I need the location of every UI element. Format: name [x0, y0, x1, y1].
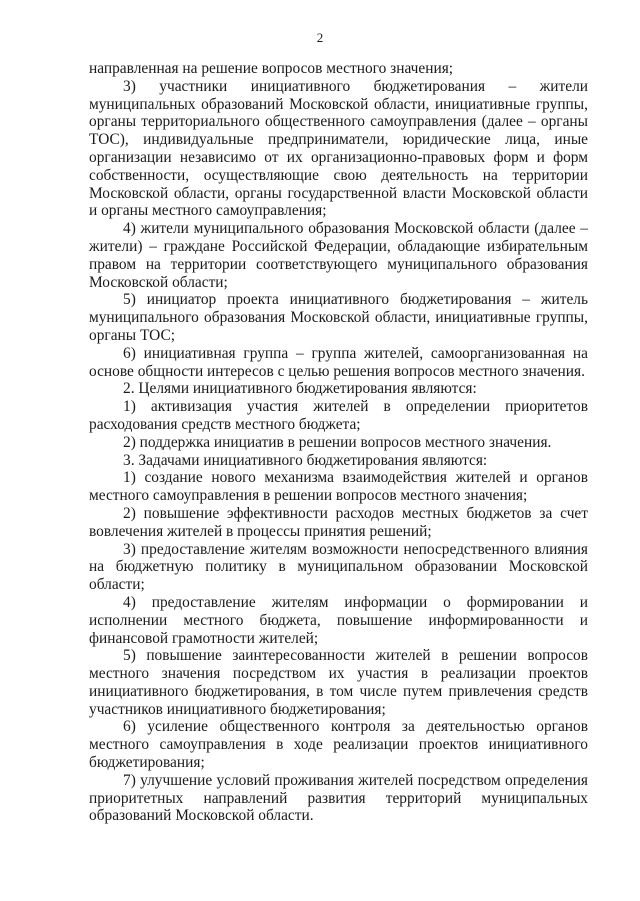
task-item-5: 5) повышение заинтересованности жителей в решении вопросов местного значения посредством их участия в реализации проектов инициативного бюджетирования, в том числе путем привлечения средств участников инициативного бюджетирования;	[89, 647, 588, 718]
goal-item-2: 2) поддержка инициатив в решении вопросов местного значения.	[123, 433, 552, 451]
section-2-heading: 2. Целями инициативного бюджетирования являются:	[123, 380, 477, 398]
document-body	[89, 60, 588, 825]
goal-item-1: 1) активизация участия жителей в определении приоритетов расходования средств местного бюджета;	[89, 398, 588, 433]
paragraph-item-5-initiator: 5) инициатор проекта инициативного бюджетирования – житель муниципального образования Московской области, инициативные группы, органы ТОС;	[89, 291, 588, 344]
paragraph-continuation: направленная на решение вопросов местного значения;	[89, 60, 454, 77]
paragraph-item-6-initiative-group: 6) инициативная группа – группа жителей, самоорганизованная на основе общности интересов с целью решения вопросов местного значения.	[89, 344, 588, 380]
task-item-3: 3) предоставление жителям возможности непосредственного влияния на бюджетную политику в муниципальном образовании Московской области;	[89, 540, 588, 594]
paragraph-item-3-participants: 3) участники инициативного бюджетирования – жители муниципальных образований Московской области, инициативные группы, органы территориального общественного самоуправления (далее – органы ТОС), индивидуальные предприниматели, юридические лица, иные организации независимо от их организационно-правовых форм и форм собственности, осуществляющие свою деятельность на территории Московской области, органы государственной власти Московской области и органы местного самоуправления;	[89, 77, 588, 220]
paragraph-item-4-residents: 4) жители муниципального образования Московской области (далее – жители) – граждане Российской Федерации, обладающие избирательным правом на территории соответствующего муниципального образования Московской области;	[89, 220, 588, 291]
task-item-4: 4) предоставление жителям информации о формировании и исполнении местного бюджета, повышение информированности и финансовой грамотности жителей;	[89, 593, 588, 647]
task-item-1: 1) создание нового механизма взаимодействия жителей и органов местного самоуправления в решении вопросов местного значения;	[89, 469, 588, 505]
task-item-2: 2) повышение эффективности расходов местных бюджетов за счет вовлечения жителей в процессы принятия решений;	[89, 504, 588, 540]
task-item-6: 6) усиление общественного контроля за деятельностью органов местного самоуправления в ходе реализации проектов инициативного бюджетирования;	[89, 718, 588, 772]
section-3-heading: 3. Задачами инициативного бюджетирования являются:	[123, 451, 488, 469]
task-item-7: 7) улучшение условий проживания жителей посредством определения приоритетных направлений развития территорий муниципальных образований Московской области.	[89, 771, 588, 825]
page-number: 2	[316, 30, 324, 45]
